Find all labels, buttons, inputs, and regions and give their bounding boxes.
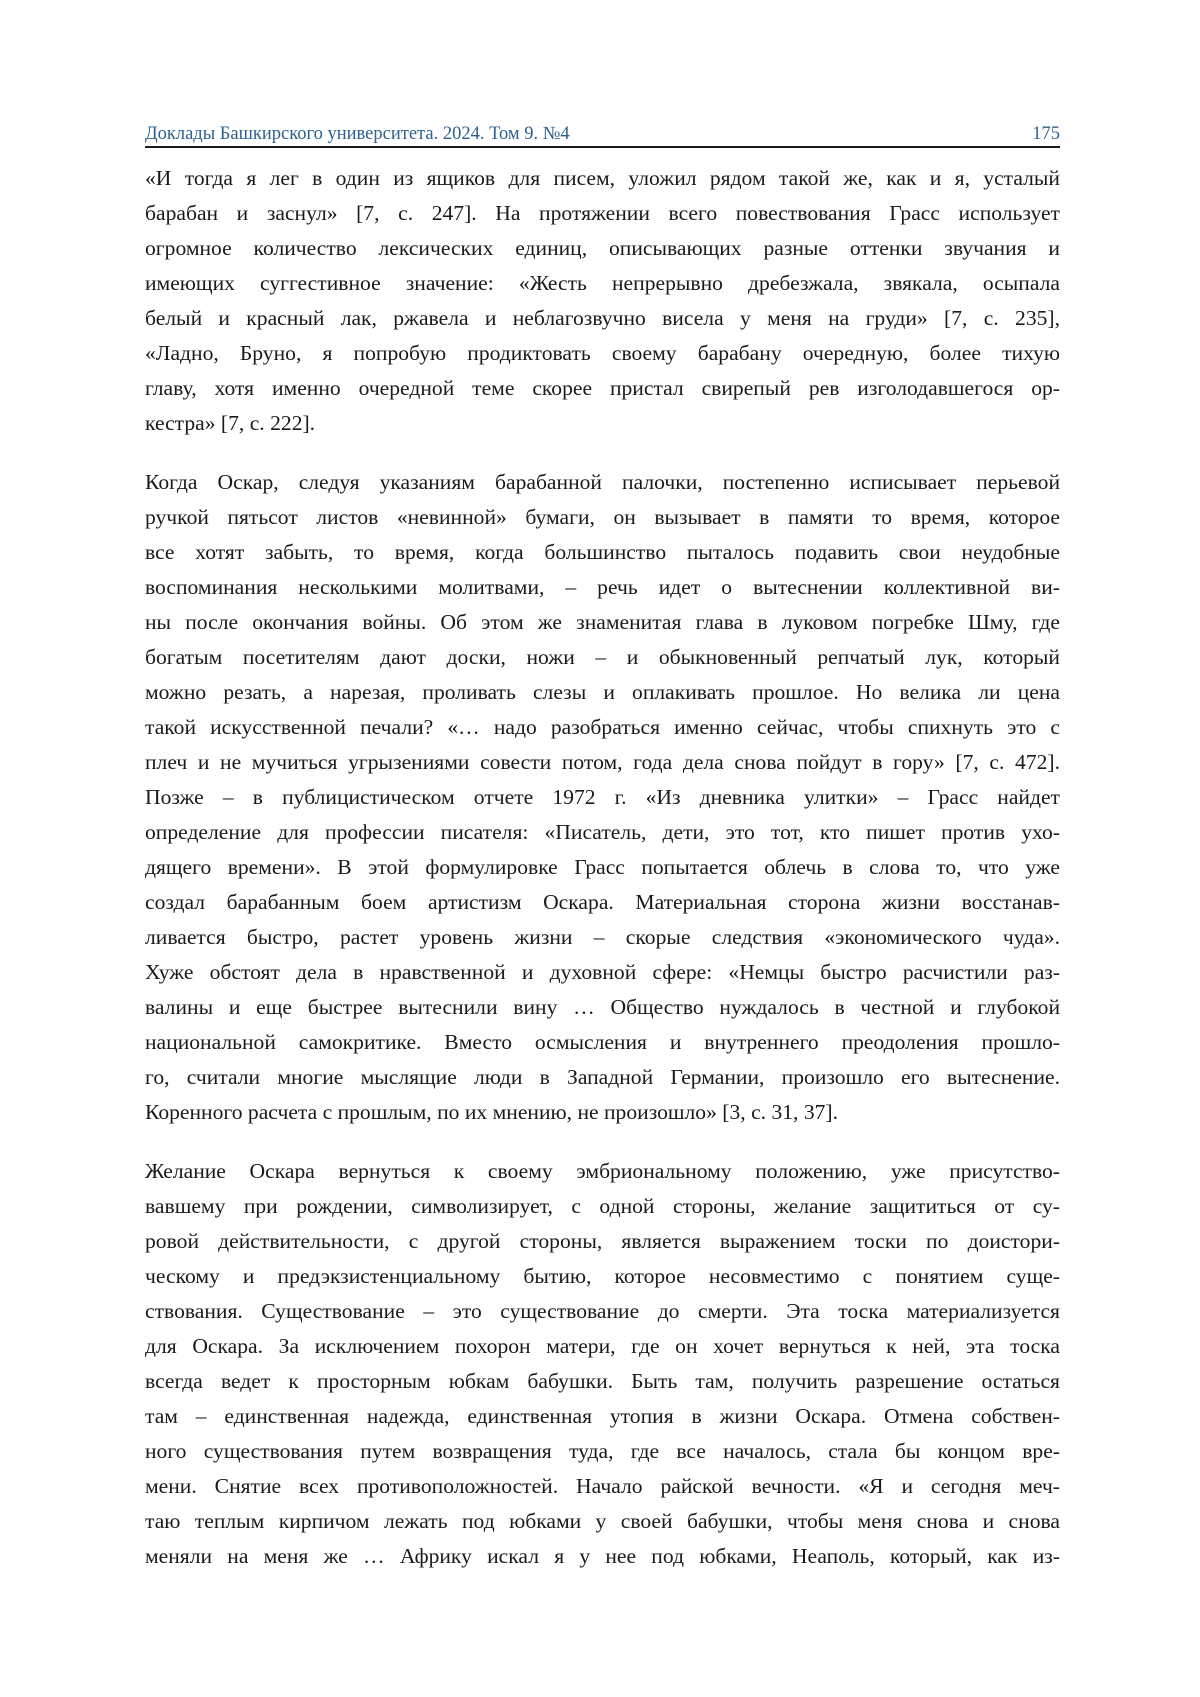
text-line: создал барабанным боем артистизм Оскара. Материальная сторона жизни восстанав- — [145, 890, 1060, 914]
text-line: ны после окончания войны. Об этом же знаменитая глава в луковом погребке Шму, где — [145, 610, 1060, 634]
text-line: Когда Оскар, следуя указаниям барабанной палочки, постепенно исписывает перьевой — [145, 470, 1060, 494]
text-line: Желание Оскара вернуться к своему эмбриональному положению, уже присутство- — [145, 1159, 1060, 1183]
text-line: определение для профессии писателя: «Писатель, дети, это тот, кто пишет против ухо- — [145, 820, 1060, 844]
text-line: национальной самокритике. Вместо осмысления и внутреннего преодоления прошло- — [145, 1030, 1060, 1054]
text-line: Хуже обстоят дела в нравственной и духовной сфере: «Немцы быстро расчистили раз- — [145, 960, 1060, 984]
text-line: можно резать, а нарезая, проливать слезы и оплакивать прошлое. Но велика ли цена — [145, 680, 1060, 704]
text-line: ного существования путем возвращения туда, где все началось, стала бы концом вре- — [145, 1439, 1060, 1463]
text-line: «Ладно, Бруно, я попробую продиктовать своему барабану очередную, более тихую — [145, 341, 1060, 365]
article-body — [145, 161, 1060, 1598]
text-line: ствования. Существование – это существование до смерти. Эта тоска материализуется — [145, 1299, 1060, 1323]
text-line: все хотят забыть, то время, когда большинство пыталось подавить свои неудобные — [145, 540, 1060, 564]
text-line: вавшему при рождении, символизирует, с одной стороны, желание защититься от су- — [145, 1194, 1060, 1218]
text-line: дящего времени». В этой формулировке Грасс попытается облечь в слова то, что уже — [145, 855, 1060, 879]
journal-title: Доклады Башкирского университета. 2024. Том 9. №4 — [145, 124, 570, 144]
text-line: меняли на меня же … Африку искал я у нее под юбками, Неаполь, который, как из- — [145, 1544, 1060, 1568]
text-line: ливается быстро, растет уровень жизни – скорые следствия «экономического чуда». — [145, 925, 1060, 949]
text-line: огромное количество лексических единиц, описывающих разные оттенки звучания и — [145, 236, 1060, 260]
text-line: «И тогда я лег в один из ящиков для писем, уложил рядом такой же, как и я, усталый — [145, 166, 1060, 190]
text-line: Коренного расчета с прошлым, по их мнению, не произошло» [3, с. 31, 37]. — [145, 1100, 839, 1124]
paragraph — [145, 465, 1060, 1130]
text-line: кестра» [7, с. 222]. — [145, 411, 316, 435]
text-line: ческому и предэкзистенциальному бытию, которое несовместимо с понятием суще- — [145, 1264, 1060, 1288]
text-line: всегда ведет к просторным юбкам бабушки. Быть там, получить разрешение остаться — [145, 1369, 1060, 1393]
text-line: там – единственная надежда, единственная утопия в жизни Оскара. Отмена собствен- — [145, 1404, 1060, 1428]
running-header — [145, 117, 1060, 145]
text-line: Позже – в публицистическом отчете 1972 г. «Из дневника улитки» – Грасс найдет — [145, 785, 1060, 809]
text-line: главу, хотя именно очередной теме скорее пристал свирепый рев изголодавшегося ор- — [145, 376, 1060, 400]
paragraph — [145, 161, 1060, 441]
text-line: валины и еще быстрее вытеснили вину … Общество нуждалось в честной и глубокой — [145, 995, 1060, 1019]
text-line: ручкой пятьсот листов «невинной» бумаги, он вызывает в памяти то время, которое — [145, 505, 1060, 529]
text-line: мени. Снятие всех противоположностей. Начало райской вечности. «Я и сегодня меч- — [145, 1474, 1060, 1498]
page-number: 175 — [1032, 124, 1060, 144]
text-line: ровой действительности, с другой стороны, является выражением тоски по доистори- — [145, 1229, 1060, 1253]
text-line: имеющих суггестивное значение: «Жесть непрерывно дребезжала, звякала, осыпала — [145, 271, 1060, 295]
text-line: го, считали многие мыслящие люди в Западной Германии, произошло его вытеснение. — [145, 1065, 1060, 1089]
text-line: плеч и не мучиться угрызениями совести потом, года дела снова пойдут в гору» [7, с. 472]. — [145, 750, 1060, 774]
document-page — [145, 0, 1060, 1697]
text-line: для Оскара. За исключением похорон матери, где он хочет вернуться к ней, эта тоска — [145, 1334, 1060, 1358]
text-line: богатым посетителям дают доски, ножи – и обыкновенный репчатый лук, который — [145, 645, 1060, 669]
text-line: воспоминания несколькими молитвами, – речь идет о вытеснении коллективной ви- — [145, 575, 1060, 599]
text-line: таю теплым кирпичом лежать под юбками у своей бабушки, чтобы меня снова и снова — [145, 1509, 1060, 1533]
paragraph — [145, 1154, 1060, 1574]
text-line: белый и красный лак, ржавела и неблагозвучно висела у меня на груди» [7, с. 235], — [145, 306, 1060, 330]
text-line: такой искусственной печали? «… надо разобраться именно сейчас, чтобы спихнуть это с — [145, 715, 1060, 739]
header-divider — [145, 146, 1060, 148]
text-line: барабан и заснул» [7, с. 247]. На протяжении всего повествования Грасс использует — [145, 201, 1060, 225]
